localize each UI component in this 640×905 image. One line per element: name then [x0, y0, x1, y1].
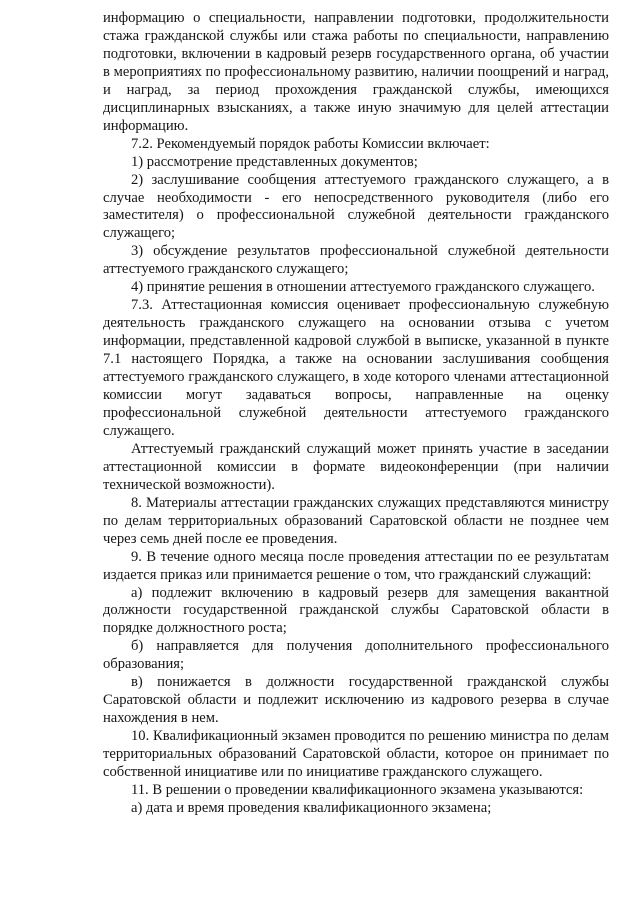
paragraph-10: 10. Квалификационный экзамен проводится по решению министра по делам территориальных образований Саратовской области, которое он принимает по собственной инициативе или по инициативе гражданского служащего. — [103, 728, 609, 781]
paragraph-7-2-item-3: 3) обсуждение результатов профессиональной служебной деятельности аттестуемого гражданского служащего; — [103, 243, 609, 278]
paragraph-7-2: 7.2. Рекомендуемый порядок работы Комиссии включает: — [131, 135, 490, 152]
paragraph-7-2-item-4: 4) принятие решения в отношении аттестуемого гражданского служащего. — [131, 279, 595, 296]
paragraph-7-2-item-1: 1) рассмотрение представленных документов; — [131, 153, 418, 170]
document-body — [103, 10, 609, 818]
paragraph-9: 9. В течение одного месяца после проведения аттестации по ее результатам издается приказ или принимается решение о том, что гражданский служащий: — [103, 548, 609, 583]
paragraph-11: 11. В решении о проведении квалификационного экзамена указываются: — [131, 781, 584, 798]
paragraph-7-3: 7.3. Аттестационная комиссия оценивает профессиональную служебную деятельность гражданского служащего на основании отзыва с учетом информации, представленной кадровой службой в выписке, указанной в пункте 7.1 настоящего Порядка, а также на основании заслушивания сообщения аттестуемого гражданского служащего, в ходе которого членами аттестационной комиссии могут задаваться вопросы, направленные на оценку профессиональной служебной деятельности аттестуемого гражданского служащего. — [103, 297, 609, 439]
paragraph-7-2-item-2: 2) заслушивание сообщения аттестуемого гражданского служащего, а в случае необходимости - его непосредственного руководителя (либо его заместителя) о профессиональной служебной деятельности гражданского служащего; — [103, 171, 609, 242]
paragraph-9-item-a: а) подлежит включению в кадровый резерв для замещения вакантной должности государственной гражданской службы Саратовской области в порядке должностного роста; — [103, 584, 609, 637]
paragraph-11-item-a: а) дата и время проведения квалификационного экзамена; — [131, 799, 492, 816]
paragraph-9-item-b: б) направляется для получения дополнительного профессионального образования; — [103, 638, 609, 673]
paragraph-intro-continuation: информацию о специальности, направлении подготовки, продолжительности стажа гражданской службы или стажа работы по специальности, направлению подготовки, включении в кадровый резерв государственного органа, об участии в мероприятиях по профессиональному развитию, наличии поощрений и наград, и наград, за период прохождения гражданской службы, имеющихся дисциплинарных взысканиях, а также иную значимую для целей аттестации информацию. — [103, 10, 609, 134]
paragraph-8: 8. Материалы аттестации гражданских служащих представляются министру по делам территориальных образований Саратовской области не позднее чем через семь дней после ее проведения. — [103, 494, 609, 547]
paragraph-9-item-c: в) понижается в должности государственной гражданской службы Саратовской области и подлежит исключению из кадрового резерва в случае нахождения в нем. — [103, 674, 609, 727]
paragraph-video-conference: Аттестуемый гражданский служащий может принять участие в заседании аттестационной комиссии в формате видеоконференции (при наличии технической возможности). — [103, 440, 609, 493]
